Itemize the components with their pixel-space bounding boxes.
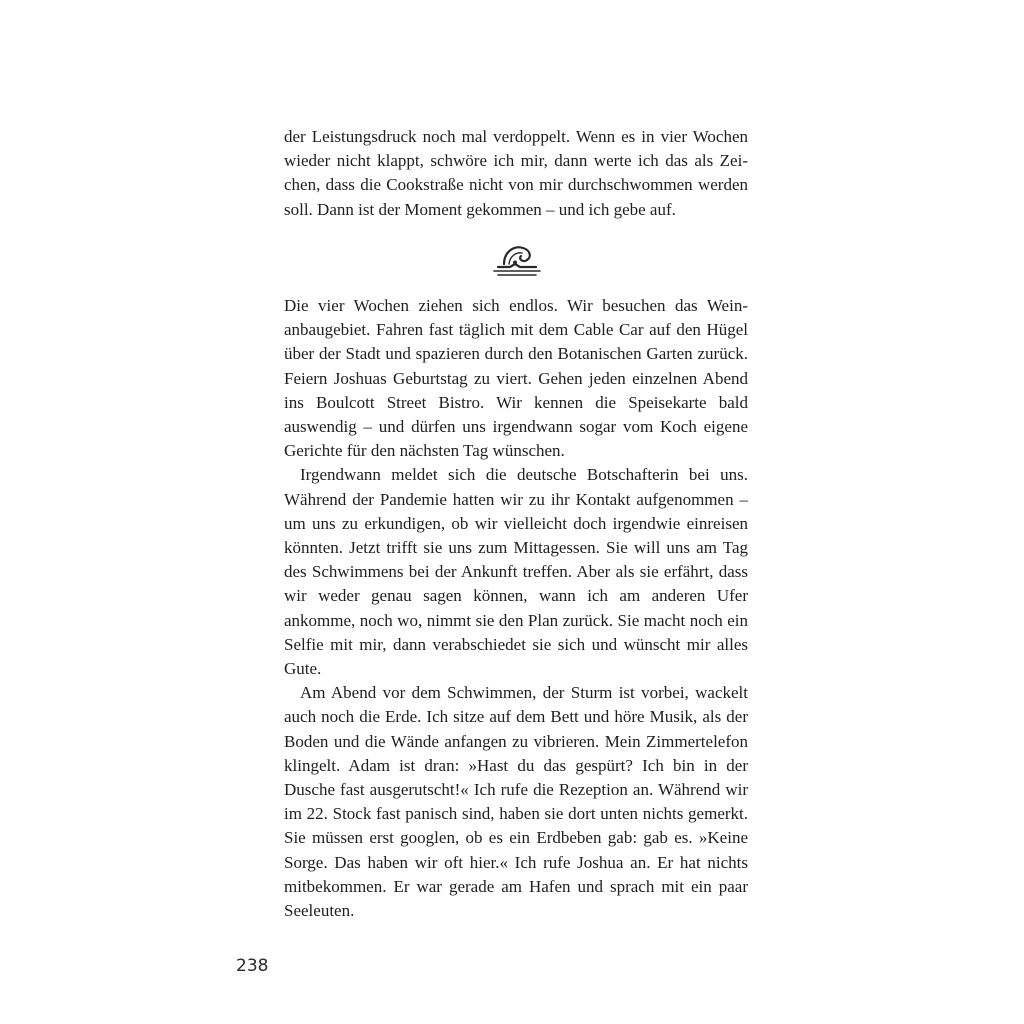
text-section-top: [284, 125, 748, 222]
paragraph-1: der Leistungsdruck noch mal verdoppelt. Wenn es in vier Wochen wieder nicht klappt, schwöre ich mir, dann werte ich das als Zeichen, dass die Cookstraße nicht von mir durchschwommen werden soll. Dann ist der Moment gekommen – und ich gebe auf.: [284, 127, 748, 219]
swimmer-wave-icon: [490, 240, 544, 278]
paragraph-2: Die vier Wochen ziehen sich endlos. Wir besuchen das Weinanbaugebiet. Fahren fast täglich mit dem Cable Car auf den Hügel über der Stadt und spazieren durch den Botanischen Garten zurück. Feiern Joshuas Geburtstag zu viert. Gehen jeden einzelnen Abend ins Boulcott Street Bistro. Wir kennen die Speisekarte bald auswendig – und dürfen uns irgendwann sogar vom Koch eigene Gerichte für den nächsten Tag wünschen.: [284, 296, 748, 461]
paragraph-4: Am Abend vor dem Schwimmen, der Sturm ist vorbei, wackelt auch noch die Erde. Ich sitze auf dem Bett und höre Musik, als der Boden und die Wände anfangen zu vibrieren. Mein Zimmertelefon klingelt. Adam ist dran: »Hast du das gespürt? Ich bin in der Dusche fast ausgerutscht!« Ich rufe die Rezeption an. Während wir im 22. Stock fast panisch sind, haben sie dort unten nichts gemerkt. Sie müssen erst googlen, ob es ein Erdbeben gab: gab es. »Keine Sorge. Das haben wir oft hier.« Ich rufe Joshua an. Er hat nichts mitbekommen. Er war gerade am Hafen und sprach mit ein paar Seeleuten.: [284, 683, 748, 921]
page-number: 238: [236, 956, 269, 976]
paragraph-3: Irgendwann meldet sich die deutsche Botschafterin bei uns. Während der Pandemie hatten wir zu ihr Kontakt aufgenommen – um uns zu erkundigen, ob wir vielleicht doch irgendwie einreisen könnten. Jetzt trifft sie uns zum Mittagessen. Sie will uns am Tag des Schwimmens bei der Ankunft treffen. Aber als sie erfährt, dass wir weder genau sagen können, wann ich am anderen Ufer ankomme, noch wo, nimmt sie den Plan zurück. Sie macht noch ein Selfie mit mir, dann verabschiedet sie sich und wünscht mir alles Gute.: [284, 465, 748, 679]
text-section-main: [284, 294, 748, 923]
